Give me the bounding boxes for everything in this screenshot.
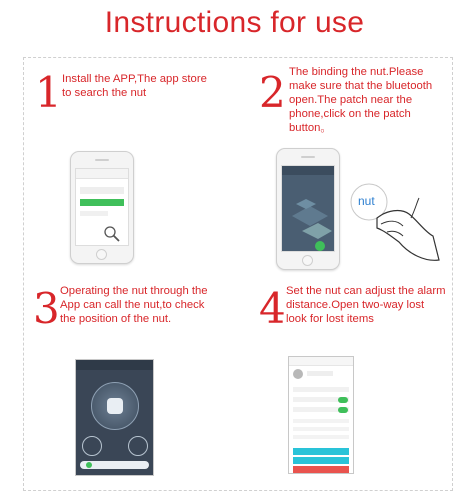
- step-4-app-screen: [288, 356, 354, 474]
- left-button: [82, 436, 102, 456]
- screen-header: [289, 357, 353, 366]
- avatar: [293, 369, 303, 379]
- nut-device-icon: [107, 398, 123, 414]
- step-2-number: 2: [259, 68, 286, 117]
- step-1-text: Install the APP,The app store to search the nut: [62, 73, 207, 99]
- toggle-switch: [338, 407, 348, 413]
- step-1-number: 1: [35, 68, 62, 117]
- screen-row: [80, 187, 124, 194]
- screen-row: [293, 427, 349, 431]
- screen-header: [76, 169, 128, 179]
- page-title: Instructions for use: [104, 6, 365, 39]
- phone-screen: [281, 165, 335, 252]
- nut-tag-hand-illustration: [347, 170, 443, 266]
- screen-header: [76, 360, 153, 370]
- screen-row: [307, 371, 333, 376]
- right-button: [128, 436, 148, 456]
- phone-home-button: [302, 255, 313, 266]
- step-2-text: The binding the nut.Please make sure that the bluetooth open.The patch near the phone,click on the patch button。: [289, 66, 433, 134]
- search-icon: [102, 224, 122, 244]
- cyan-action-bar: [293, 457, 349, 464]
- phone-home-button: [96, 249, 107, 260]
- nut-tag-label: nut: [358, 194, 375, 208]
- screen-green-button: [80, 199, 124, 206]
- screen-row: [80, 211, 108, 216]
- step-3-text: Operating the nut through the App can call the nut,to check the position of the nut.: [60, 285, 208, 325]
- step-1-phone: [70, 151, 134, 264]
- screen-row: [293, 419, 349, 423]
- cyan-action-bar: [293, 448, 349, 455]
- step-3-app-screen: [75, 359, 154, 476]
- screen-row: [293, 387, 349, 392]
- step-3-number: 3: [33, 284, 60, 333]
- phone-earpiece: [301, 156, 315, 158]
- screen-header: [282, 166, 334, 175]
- step-4-text: Set the nut can adjust the alarm distance.Open two-way lost look for lost items: [286, 285, 446, 325]
- bottom-toggle-dot: [86, 462, 92, 468]
- step-4-number: 4: [259, 284, 286, 333]
- phone-earpiece: [95, 159, 109, 161]
- screen-row: [293, 435, 349, 439]
- toggle-switch: [338, 397, 348, 403]
- red-action-bar: [293, 466, 349, 473]
- pairing-illustration: [282, 176, 335, 252]
- step-2-phone: [276, 148, 340, 270]
